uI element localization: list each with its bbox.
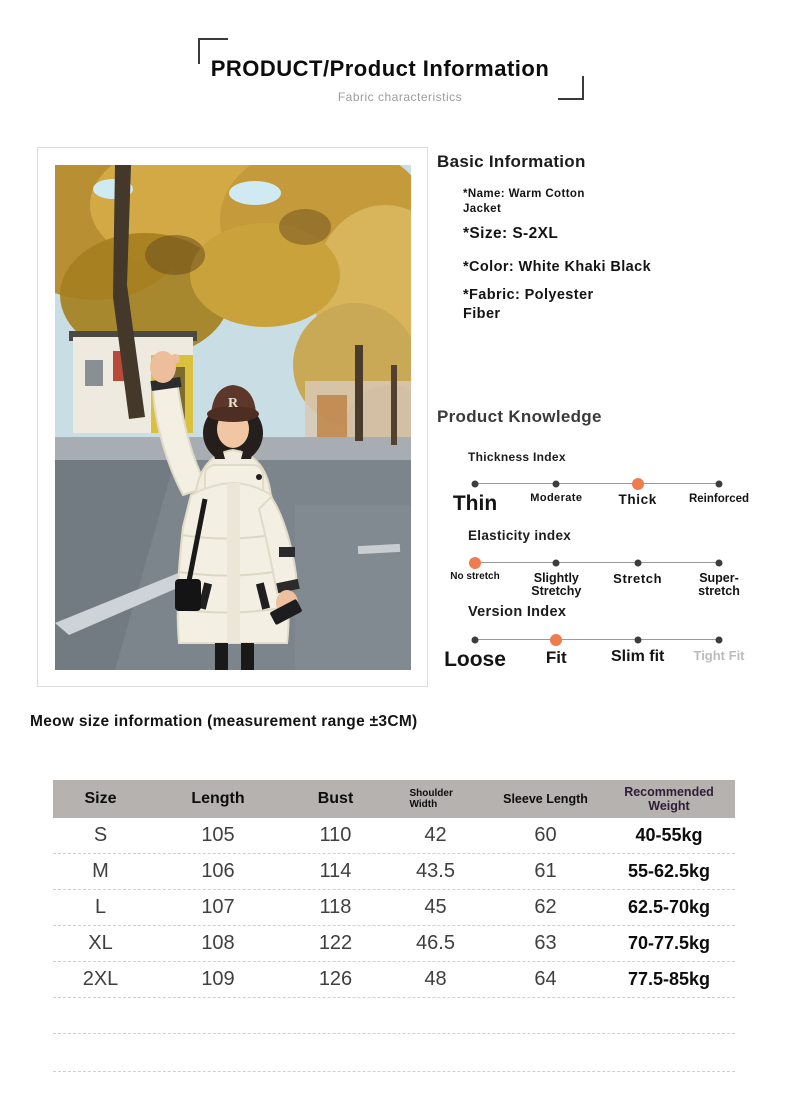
scale-dot [634,637,641,644]
column-header: Bust [317,790,354,807]
cell-bust: 110 [319,824,352,846]
scale-dot [716,560,723,567]
cell-sleeve: 64 [534,968,557,990]
scale-option: Moderate [530,492,583,504]
cell-bust: 126 [318,968,353,990]
table-body [53,818,735,1072]
cell-weight: 40-55kg [635,825,703,845]
size-table [53,780,735,1072]
scale-line [475,639,719,640]
scale-dot-active [550,634,562,646]
scale-dot [553,481,560,488]
scale-label: Version Index [468,604,567,620]
scale-label: Elasticity index [468,528,572,543]
scale-label: Thickness Index [468,450,566,464]
cell-sleeve: 62 [534,896,557,918]
size-note: Meow size information (measurement range ±3CM) [30,713,418,730]
scale-option: Reinforced [688,493,750,505]
scale-dot-active [469,557,481,569]
scale-option: Thick [618,492,657,507]
version-index-scale [444,604,767,680]
scale-line [475,562,719,563]
cell-weight: 62.5-70kg [627,897,711,917]
scale-dot [634,560,641,567]
info-color: *Color: White Khaki Black [463,259,652,275]
cell-bust: 122 [318,932,353,954]
scale-dot [553,560,560,567]
table-header-row [53,780,735,818]
cell-length: 109 [201,968,235,990]
cell-weight: 55-62.5kg [627,861,711,881]
scale-dot [472,637,479,644]
scale-option: Thin [452,492,498,515]
cell-length: 106 [201,860,235,882]
cell-shoulder: 45 [424,896,447,918]
column-header: Length [191,790,245,807]
cell-shoulder: 42 [424,824,447,846]
info-fabric: *Fabric: Polyester Fiber [463,287,594,322]
cell-shoulder: 48 [424,968,447,990]
cap-letter: R [228,396,239,411]
cell-size: L [94,896,107,918]
cell-size: S [93,824,108,846]
table-row-empty [53,998,735,1034]
product-photo-illustration [55,165,411,670]
cell-bust: 114 [319,860,352,882]
basic-information-heading: Basic Information [437,152,586,171]
scale-track [475,557,719,569]
scale-option: Tight Fit [693,648,745,663]
info-size: *Size: S-2XL [463,225,559,242]
cell-size: 2XL [82,968,119,990]
scale-option: Fit [545,648,567,667]
scale-dot [716,637,723,644]
scale-option: Stretch [613,571,663,586]
scale-track [475,634,719,646]
cell-weight: 77.5-85kg [627,969,711,989]
cell-sleeve: 60 [534,824,557,846]
scale-track [475,478,719,490]
scale-option: Slim fit [611,648,665,665]
column-header: Sleeve Length [503,792,588,806]
cell-sleeve: 61 [534,860,557,882]
cell-weight: 70-77.5kg [627,933,711,953]
table-row [53,890,735,926]
cell-bust: 118 [319,896,352,918]
cell-size: M [92,860,109,882]
scale-dot [472,481,479,488]
info-name: *Name: Warm Cotton Jacket [463,188,585,215]
elasticity-index-scale [450,528,767,603]
page-title: PRODUCT/Product Information [210,56,550,81]
column-header: Size [84,790,117,807]
cell-size: XL [88,932,113,954]
table-row [53,926,735,962]
page-subtitle: Fabric characteristics [337,90,463,104]
scale-options [450,569,740,603]
table-row [53,962,735,998]
scale-line [475,483,719,484]
product-knowledge-heading: Product Knowledge [437,407,602,426]
table-row [53,854,735,890]
table-row [53,818,735,854]
cell-length: 105 [201,824,235,846]
cell-length: 107 [201,896,235,918]
cell-shoulder: 46.5 [416,932,455,954]
table-row-empty [53,1034,735,1072]
scale-option: Loose [444,648,506,671]
column-header: Recommended Weight [624,785,714,813]
scale-option: Super-stretch [698,571,740,599]
scale-dot [716,481,723,488]
cell-shoulder: 43.5 [416,860,455,882]
thickness-index-scale [452,450,767,524]
cell-sleeve: 63 [534,932,557,954]
column-header: Shoulder Width [409,787,453,810]
scale-option: Slightly Stretchy [531,571,582,599]
product-photo [37,147,428,687]
scale-dot-active [632,478,644,490]
scale-options [452,490,750,524]
scale-options [444,646,745,680]
cell-length: 108 [201,932,235,954]
scale-option: No stretch [450,571,500,582]
